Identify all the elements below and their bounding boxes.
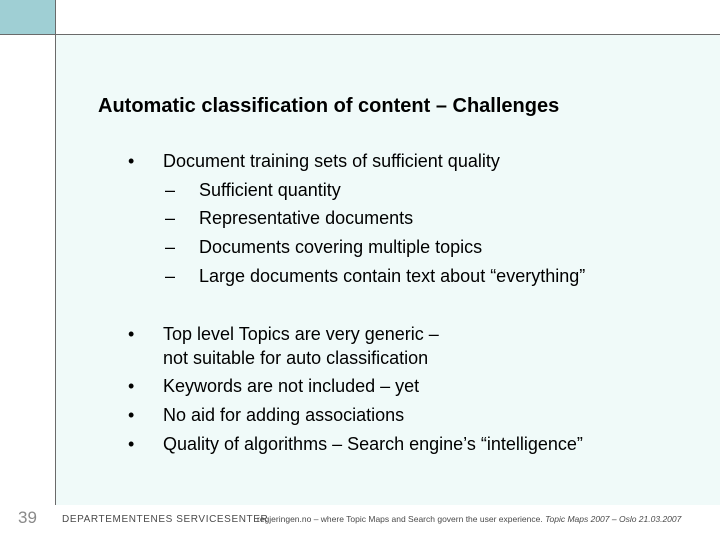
sub-item: Representative documents xyxy=(199,208,414,228)
sub-item: Sufficient quantity xyxy=(199,180,341,200)
dash-marker: – xyxy=(165,208,176,228)
footer-event: Topic Maps 2007 – Oslo 21.03.2007 xyxy=(545,514,682,524)
bullet-marker: • xyxy=(128,151,135,171)
sub-item: Documents covering multiple topics xyxy=(199,237,483,257)
bullet-item-continuation: not suitable for auto classification xyxy=(163,348,429,368)
bullet-marker: • xyxy=(128,324,135,344)
bullet-item: Keywords are not included – yet xyxy=(163,376,420,396)
bullet-item: Document training sets of sufficient quality xyxy=(163,151,500,171)
corner-accent-block xyxy=(0,0,55,34)
bullet-item: Quality of algorithms – Search engine’s “intelligence” xyxy=(163,434,583,454)
footer-organization: DEPARTEMENTENES SERVICESENTER xyxy=(62,514,269,525)
footer-site-text: regjeringen.no – where Topic Maps and Search govern the user experience. xyxy=(257,514,543,524)
dash-marker: – xyxy=(165,180,176,200)
bullet-item: Top level Topics are very generic – xyxy=(163,324,439,344)
footer-caption xyxy=(257,514,681,524)
page-number: 39 xyxy=(18,508,37,527)
bullet-marker: • xyxy=(128,376,135,396)
bullet-item: No aid for adding associations xyxy=(163,405,405,425)
dash-marker: – xyxy=(165,237,176,257)
bullet-marker: • xyxy=(128,405,135,425)
slide-title: Automatic classification of content – Challenges xyxy=(98,95,560,117)
dash-marker: – xyxy=(165,266,176,286)
sub-item: Large documents contain text about “everything” xyxy=(199,266,586,286)
bullet-marker: • xyxy=(128,434,135,454)
